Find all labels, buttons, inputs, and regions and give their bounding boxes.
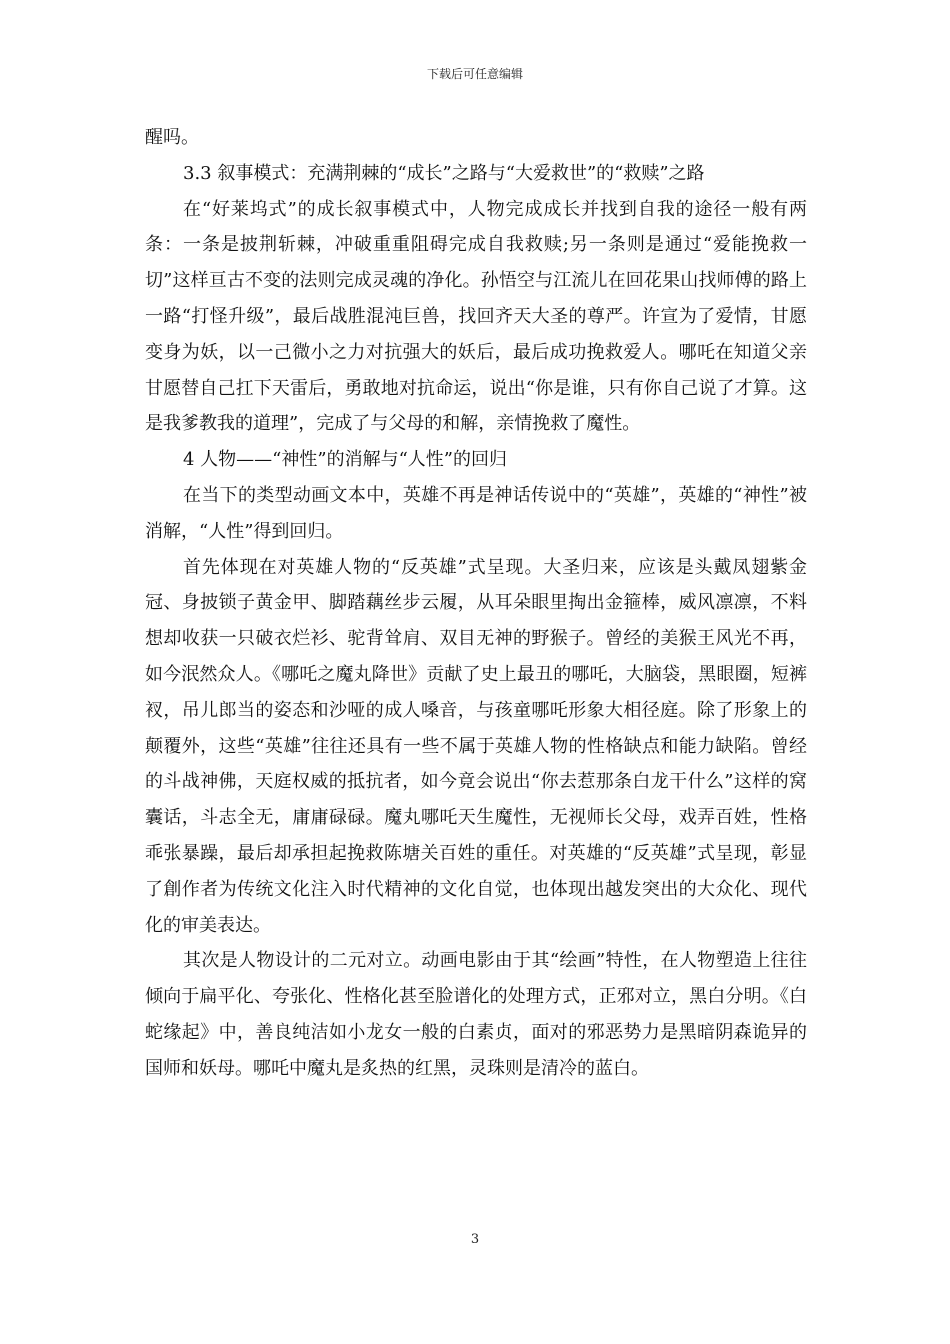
page-number: 3 — [470, 1232, 480, 1247]
section-heading-4: 4 人物——“神性”的消解与“人性”的回归 — [183, 449, 507, 471]
paragraph-narrative-mode: 在“好莱坞式”的成长叙事模式中，人物完成成长并找到自我的途径一般有两条：一条是披荆斩棘，冲破重重阻碍完成自我救赎;另一条则是通过“爱能挽救一切”这样亘古不变的法则完成灵魂的净化。孙悟空与江流儿在回花果山找师傅的路上一路“打怪升级”，最后战胜混沌巨兽，找回齐天大圣的尊严。许宣为了爱情，甘愿变身为妖，以一己微小之力对抗强大的妖后，最后成功挽救爱人。哪吒在知道父亲甘愿替自己扛下天雷后，勇敢地对抗命运，说出“你是谁，只有你自己说了才算。这是我爹教我的道理”，完成了与父母的和解，亲情挽救了魔性。 — [145, 198, 807, 435]
section-heading-3-3: 3.3 叙事模式：充满荆棘的“成长”之路与“大爱救世”的“救赎”之路 — [183, 162, 705, 184]
paragraph-binary-opposition: 其次是人物设计的二元对立。动画电影由于其“绘画”特性，在人物塑造上往往倾向于扁平化、夸张化、性格化甚至脸谱化的处理方式，正邪对立，黑白分明。《白蛇缘起》中，善良纯洁如小龙女一般的白素贞，面对的邪恶势力是黑暗阴森诡异的国师和妖母。哪吒中魔丸是炙热的红黑，灵珠则是清冷的蓝白。 — [145, 950, 807, 1079]
paragraph-hero-intro: 在当下的类型动画文本中，英雄不再是神话传说中的“英雄”，英雄的“神性”被消解，“人性”得到回归。 — [145, 484, 807, 542]
page-header: 下载后可任意编辑 — [426, 67, 523, 81]
document-body — [145, 120, 807, 1087]
paragraph-continuation: 醒吗。 — [145, 127, 199, 148]
paragraph-anti-hero: 首先体现在对英雄人物的“反英雄”式呈现。大圣归来，应该是头戴凤翅紫金冠、身披锁子黄金甲、脚踏藕丝步云履，从耳朵眼里掏出金箍棒，威风凛凛，不料想却收获一只破衣烂衫、驼背耸肩、双目无神的野猴子。曾经的美猴王风光不再，如今泯然众人。《哪吒之魔丸降世》贡献了史上最丑的哪吒，大脑袋，黑眼圈，短裤衩，吊儿郎当的姿态和沙哑的成人嗓音，与孩童哪吒形象大相径庭。除了形象上的颠覆外，这些“英雄”往往还具有一些不属于英雄人物的性格缺点和能力缺陷。曾经的斗战神佛，天庭权威的抵抗者，如今竟会说出“你去惹那条白龙干什么”这样的窝囊话，斗志全无，庸庸碌碌。魔丸哪吒天生魔性，无视师长父母，戏弄百姓，性格乖张暴躁，最后却承担起挽救陈塘关百姓的重任。对英雄的“反英雄”式呈现，彰显了創作者为传统文化注入时代精神的文化自觉，也体现出越发突出的大众化、现代化的审美表达。 — [145, 556, 807, 936]
